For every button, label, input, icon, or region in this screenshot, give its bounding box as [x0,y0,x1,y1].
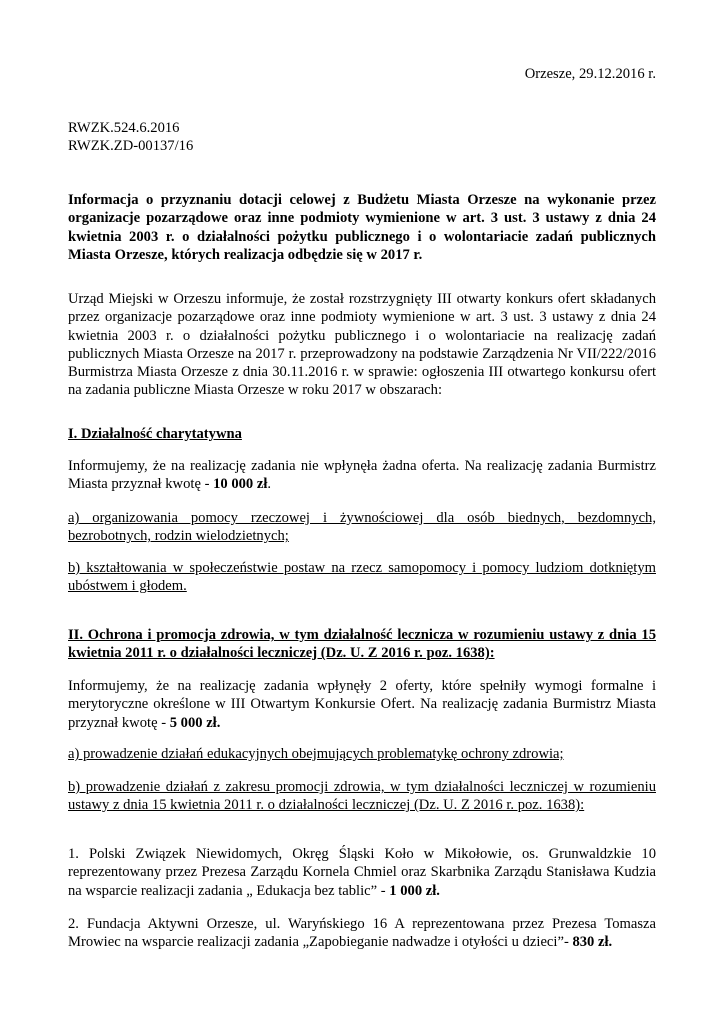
document-title: Informacja o przyznaniu dotacji celowej z Budżetu Miasta Orzesze na wykonanie przez organizacje pozarządowe oraz inne podmioty wymienione w art. 3 ust. 3 ustawy z dnia 24 kwietnia 2003 r. o działalności pożytku publicznego i o wolontariacie zadań publicznych Miasta Orzesze, których realizacja odbędzie się w 2017 r. [68,192,656,263]
section-1-info [68,457,656,494]
section-1-heading: I. Działalność charytatywna [68,426,242,442]
section-1-item-b: b) kształtowania w społeczeństwie postaw na rzecz samopomocy i pomocy ludziom dotkniętym ubóstwem i głodem. [68,560,656,595]
intro-paragraph: Urząd Miejski w Orzeszu informuje, że został rozstrzygnięty III otwarty konkurs ofert składanych przez organizacje pozarządowe oraz inne podmioty wymienione w art. 3 ust. 3 ustawy z dnia 24 kwietnia 2003 r. o działalności pożytku publicznego i o wolontariacie na realizację zadań publicznych Miasta Orzesze na 2017 r. przeprowadzony na podstawie Zarządzenia Nr VII/222/2016 Burmistrza Miasta Orzesze z dnia 30.11.2016 r. w sprawie: ogłoszenia III otwartego konkursu ofert na zadania publiczne Miasta Orzesze w roku 2017 w obszarach: [68,291,656,399]
section-1-info-end: . [267,476,272,493]
grant-item-1 [68,845,656,900]
case-number: RWZK.ZD-00137/16 [68,138,194,154]
section-1-amount: 10 000 zł [213,476,268,493]
section-2-info-text: Informujemy, że na realizację zadania wpłynęły 2 oferty, które spełniły wymogi formalne i merytoryczne określone w III Otwartym Konkursie Ofert. Na realizację zadania Burmistrz Miasta przyznał kwotę - [68,678,656,731]
place-date: Orzesze, 29.12.2016 r. [524,66,656,82]
grant-item-2 [68,915,656,952]
grant-item-2-text: 2. Fundacja Aktywni Orzesze, ul. Waryńskiego 16 A reprezentowana przez Prezesa Tomasza Mrowiec na wsparcie realizacji zadania „Zapobieganie nadwadze i otyłości u dzieci”- [68,916,656,951]
section-2-amount: 5 000 zł. [169,714,221,731]
section-2-info [68,677,656,732]
grant-item-2-amount: 830 zł. [572,934,613,951]
section-2-heading: II. Ochrona i promocja zdrowia, w tym działalność lecznicza w rozumieniu ustawy z dnia 15 kwietnia 2011 r. o działalności leczniczej (Dz. U. Z 2016 r. poz. 1638): [68,627,656,662]
section-1-info-text: Informujemy, że na realizację zadania nie wpłynęła żadna oferta. Na realizację zadania Burmistrz Miasta przyznał kwotę - [68,458,656,493]
section-1-item-a: a) organizowania pomocy rzeczowej i żywnościowej dla osób biednych, bezdomnych, bezrobotnych, rodzin wielodzietnych; [68,510,656,545]
section-2-item-a: a) prowadzenie działań edukacyjnych obejmujących problematykę ochrony zdrowia; [68,746,564,762]
grant-item-1-text: 1. Polski Związek Niewidomych, Okręg Śląski Koło w Mikołowie, os. Grunwaldzkie 10 reprezentowany przez Prezesa Zarządu Kornela Chmiel oraz Skarbnika Zarządu Stanisława Kudzia na wsparcie realizacji zadania „ Edukacja bez tablic” - [68,846,656,899]
section-2-item-b: b) prowadzenie działań z zakresu promocji zdrowia, w tym działalności leczniczej w rozumieniu ustawy z dnia 15 kwietnia 2011 r. o działalności leczniczej (Dz. U. Z 2016 r. poz. 1638): [68,779,656,814]
reference-number: RWZK.524.6.2016 [68,120,180,136]
grant-item-1-amount: 1 000 zł. [389,882,440,899]
